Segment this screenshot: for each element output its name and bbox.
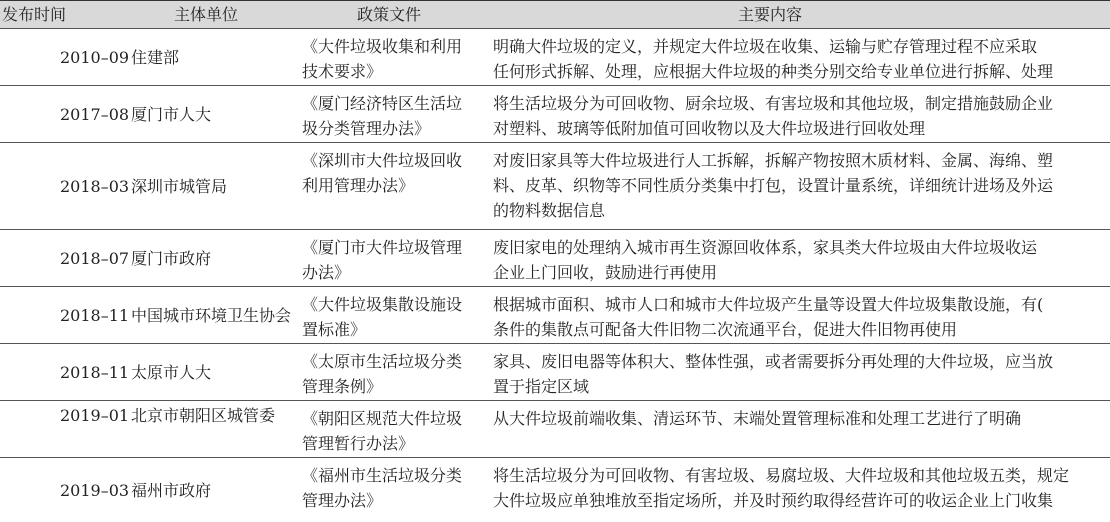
table-row <box>0 458 1110 522</box>
doc-line: 管理条例》 <box>302 377 383 396</box>
row-policy-doc <box>302 34 462 84</box>
row-unit: 中国城市环境卫生协会 <box>131 306 292 325</box>
doc-line: 办法》 <box>302 263 351 282</box>
doc-line: 管理办法》 <box>302 491 383 510</box>
doc-line: 技术要求》 <box>302 62 383 81</box>
row-content <box>493 91 1053 141</box>
row-policy-doc <box>302 406 462 456</box>
content-line: 的物料数据信息 <box>493 201 606 220</box>
table-row <box>0 230 1110 287</box>
row-policy-doc <box>302 292 462 342</box>
row-content <box>493 349 1053 399</box>
row-date: 2018–11 <box>60 363 130 382</box>
row-policy-doc <box>302 235 462 285</box>
doc-line: 《大件垃圾收集和利用 <box>302 37 463 56</box>
doc-line: 置标准》 <box>302 320 367 339</box>
table-row <box>0 29 1110 86</box>
row-date: 2010–09 <box>60 48 130 67</box>
doc-line: 《福州市生活垃圾分类 <box>302 466 463 485</box>
content-line: 大件垃圾应单独堆放至指定场所，并及时预约取得经营许可的收运企业上门收集 <box>493 491 1054 510</box>
content-line: 任何形式拆解、处理，应根据大件垃圾的种类分别交给专业单位进行拆解、处理 <box>493 62 1054 81</box>
row-date: 2019–03 <box>60 480 130 500</box>
content-line: 将生活垃圾分为可回收物、厨余垃圾、有害垃圾和其他垃圾，制定措施鼓励企业 <box>493 94 1054 113</box>
row-date: 2018–03 <box>60 177 130 196</box>
doc-line: 《厦门市大件垃圾管理 <box>302 238 463 257</box>
row-content <box>493 292 1043 342</box>
content-line: 条件的集散点可配备大件旧物二次流通平台，促进大件旧物再使用 <box>493 320 958 339</box>
table-row <box>0 143 1110 230</box>
doc-line: 《厦门经济特区生活垃 <box>302 94 463 113</box>
row-content <box>493 148 1053 223</box>
row-unit: 太原市人大 <box>131 363 212 382</box>
table-row <box>0 86 1110 143</box>
table-header <box>0 0 1110 29</box>
doc-line: 《深圳市大件垃圾回收 <box>302 151 463 170</box>
header-date: 发布时间 <box>2 5 67 24</box>
content-line: 明确大件垃圾的定义，并规定大件垃圾在收集、运输与贮存管理过程不应采取 <box>493 37 1038 56</box>
content-line: 根据城市面积、城市人口和城市大件垃圾产生量等设置大件垃圾集散设施，有( <box>493 295 1044 314</box>
doc-line: 管理暂行办法》 <box>302 434 415 453</box>
content-line: 企业上门回收，鼓励进行再使用 <box>493 263 718 282</box>
row-policy-doc <box>302 91 462 141</box>
row-unit: 深圳市城管局 <box>131 177 228 196</box>
row-policy-doc <box>302 463 462 513</box>
content-line: 料、皮革、织物等不同性质分类集中打包，设置计量系统，详细统计进场及外运 <box>493 176 1054 195</box>
row-content <box>493 463 1069 513</box>
doc-line: 利用管理办法》 <box>302 176 415 195</box>
doc-line: 《朝阳区规范大件垃圾 <box>302 409 463 428</box>
row-policy-doc <box>302 349 462 399</box>
header-doc: 政策文件 <box>357 5 422 24</box>
row-unit: 厦门市政府 <box>131 249 212 268</box>
content-line: 家具、废旧电器等体积大、整体性强，或者需要拆分再处理的大件垃圾，应当放 <box>493 352 1054 371</box>
content-line: 废旧家电的处理纳入城市再生资源回收体系，家具类大件垃圾由大件垃圾收运 <box>493 238 1038 257</box>
header-content: 主要内容 <box>738 5 803 24</box>
content-line: 从大件垃圾前端收集、清运环节、末端处置管理标准和处理工艺进行了明确 <box>493 409 1022 428</box>
content-line: 将生活垃圾分为可回收物、有害垃圾、易腐垃圾、大件垃圾和其他垃圾五类，规定 <box>493 466 1070 485</box>
content-line: 对废旧家具等大件垃圾进行人工拆解，拆解产物按照木质材料、金属、海绵、塑 <box>493 151 1054 170</box>
table-row <box>0 344 1110 401</box>
row-date: 2017–08 <box>60 105 130 124</box>
header-unit: 主体单位 <box>174 5 239 24</box>
content-line: 置于指定区域 <box>493 377 590 396</box>
row-content <box>493 235 1037 285</box>
row-unit: 福州市政府 <box>131 480 212 500</box>
doc-line: 《大件垃圾集散设施设 <box>302 295 463 314</box>
row-content <box>493 406 1021 431</box>
row-unit: 住建部 <box>131 48 180 67</box>
row-policy-doc <box>302 148 462 198</box>
table-row <box>0 287 1110 344</box>
row-date: 2019–01 <box>60 406 130 425</box>
row-date: 2018–07 <box>60 249 130 268</box>
content-line: 对塑料、玻璃等低附加值可回收物以及大件垃圾进行回收处理 <box>493 119 926 138</box>
row-unit: 北京市朝阳区城管委 <box>131 406 276 425</box>
doc-line: 圾分类管理办法》 <box>302 119 431 138</box>
doc-line: 《太原市生活垃圾分类 <box>302 352 463 371</box>
row-date: 2018–11 <box>60 306 130 325</box>
table-row <box>0 401 1110 458</box>
row-unit: 厦门市人大 <box>131 105 212 124</box>
row-content <box>493 34 1053 84</box>
